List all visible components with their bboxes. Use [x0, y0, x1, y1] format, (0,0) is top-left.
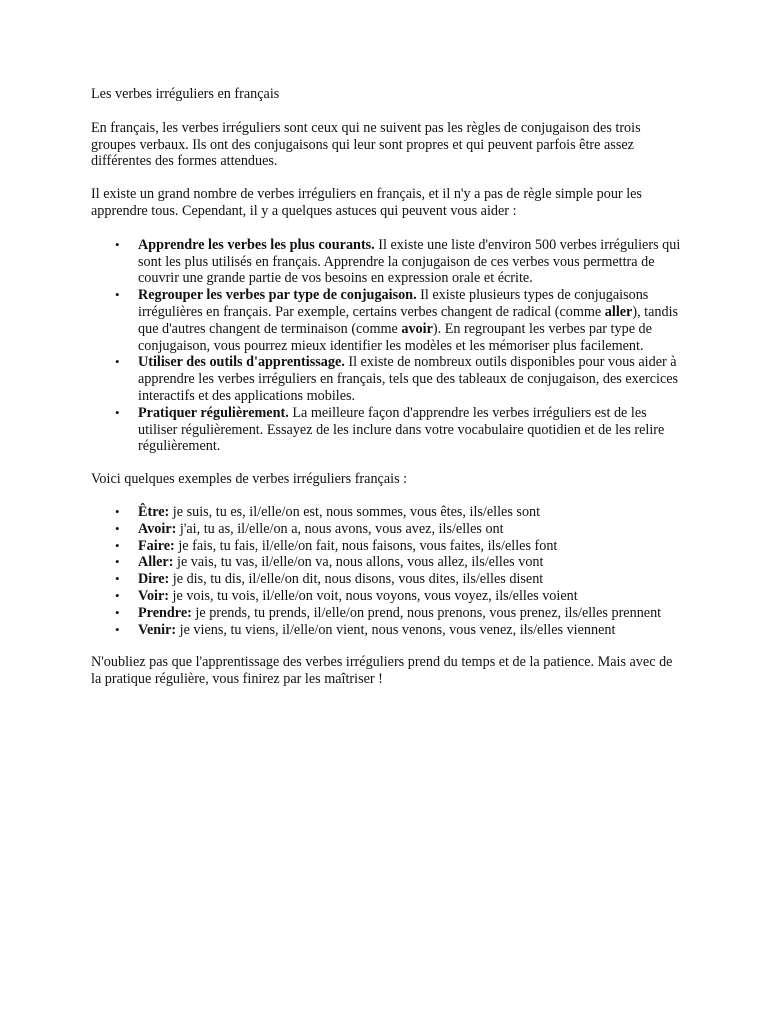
bullet-icon: •	[115, 604, 120, 620]
example-item	[91, 538, 686, 555]
bullet-icon: •	[115, 537, 120, 553]
advice-text: ), tandis que d'autres changent de terminaison (comme	[138, 303, 679, 337]
bullet-icon: •	[115, 404, 120, 420]
advice-text: ). En regroupant les verbes par type de conjugaison, vous pourrez mieux identifier les modèles et les mémoriser plus facilement.	[138, 320, 652, 354]
advice-heading: Pratiquer régulièrement.	[138, 404, 289, 421]
example-forms: j'ai, tu as, il/elle/on a, nous avons, vous avez, ils/elles ont	[176, 520, 504, 537]
example-item	[91, 571, 686, 588]
advice-text: Il existe plusieurs types de conjugaisons irrégulières en français. Par exemple, certains verbes changent de radical (comme	[138, 287, 649, 320]
bullet-icon: •	[115, 571, 120, 587]
intro-paragraph: En français, les verbes irréguliers sont ceux qui ne suivent pas les règles de conjugaison des trois groupes verbaux. Ils ont des conjugaisons qui leur sont propres et qui peuvent parfois être assez différentes des formes attendues.	[91, 119, 641, 170]
advice-item	[91, 405, 686, 455]
example-verb: Dire:	[138, 571, 170, 588]
example-forms: je viens, tu viens, il/elle/on vient, nous venons, vous venez, ils/elles viennent	[176, 621, 616, 638]
advice-text: La meilleure façon d'apprendre les verbes irréguliers est de les utiliser régulièrement. Essayez de les inclure dans votre vocabulaire quotidien et de les relire régulièrement.	[138, 404, 665, 455]
advice-item	[91, 354, 686, 404]
bullet-icon: •	[115, 520, 120, 536]
examples-intro-paragraph: Voici quelques exemples de verbes irréguliers français :	[91, 471, 408, 488]
advice-example-verb: aller	[604, 303, 633, 320]
example-verb: Faire:	[138, 537, 175, 554]
example-item	[91, 521, 686, 538]
example-verb: Voir:	[138, 587, 169, 604]
document-page	[91, 86, 686, 704]
bullet-icon: •	[115, 354, 120, 370]
advice-heading: Utiliser des outils d'apprentissage.	[138, 354, 345, 371]
example-item	[91, 622, 686, 639]
example-forms: je dis, tu dis, il/elle/on dit, nous disons, vous dites, ils/elles disent	[169, 571, 544, 588]
bullet-icon: •	[115, 503, 120, 519]
advice-heading: Regrouper les verbes par type de conjugaison.	[138, 287, 417, 304]
example-verb: Avoir:	[138, 520, 177, 537]
example-item	[91, 504, 686, 521]
example-item	[91, 554, 686, 571]
advice-example-verb: avoir	[401, 320, 433, 337]
advice-item	[91, 287, 686, 354]
example-item	[91, 605, 686, 622]
examples-list	[91, 504, 686, 638]
example-forms: je prends, tu prends, il/elle/on prend, nous prenons, vous prenez, ils/elles prennent	[191, 604, 662, 621]
bullet-icon: •	[115, 587, 120, 603]
example-forms: je suis, tu es, il/elle/on est, nous sommes, vous êtes, ils/elles sont	[169, 503, 541, 520]
bullet-icon: •	[115, 621, 120, 637]
advice-intro-paragraph: Il existe un grand nombre de verbes irréguliers en français, et il n'y a pas de règle simple pour les apprendre tous. Cependant, il y a quelques astuces qui peuvent vous aider :	[91, 186, 642, 219]
example-verb: Être:	[138, 503, 170, 520]
example-verb: Prendre:	[138, 604, 192, 621]
example-verb: Venir:	[138, 621, 177, 638]
example-forms: je vois, tu vois, il/elle/on voit, nous voyons, vous voyez, ils/elles voient	[169, 587, 578, 604]
advice-item	[91, 237, 686, 287]
example-forms: je fais, tu fais, il/elle/on fait, nous faisons, vous faites, ils/elles font	[174, 537, 558, 554]
bullet-icon: •	[115, 236, 120, 252]
advice-list	[91, 237, 686, 455]
conclusion-paragraph: N'oubliez pas que l'apprentissage des verbes irréguliers prend du temps et de la patience. Mais avec de la pratique régulière, vous finirez par les maîtriser !	[91, 654, 673, 688]
document-title: Les verbes irréguliers en français	[91, 86, 280, 102]
advice-text: Il existe une liste d'environ 500 verbes irréguliers qui sont les plus utilisés en français. Apprendre la conjugaison de ces verbes vous permettra de couvrir une grande partie de vos besoins en expression orale et écrite.	[138, 236, 681, 287]
bullet-icon: •	[115, 554, 120, 570]
advice-heading: Apprendre les verbes les plus courants.	[138, 236, 375, 253]
example-forms: je vais, tu vas, il/elle/on va, nous allons, vous allez, ils/elles vont	[173, 554, 544, 571]
example-verb: Aller:	[138, 554, 174, 571]
bullet-icon: •	[115, 287, 120, 303]
example-item	[91, 588, 686, 605]
advice-text: Il existe de nombreux outils disponibles pour vous aider à apprendre les verbes irréguliers en français, tels que des tableaux de conjugaison, des exercices interactifs et des applications mobiles.	[138, 354, 679, 404]
